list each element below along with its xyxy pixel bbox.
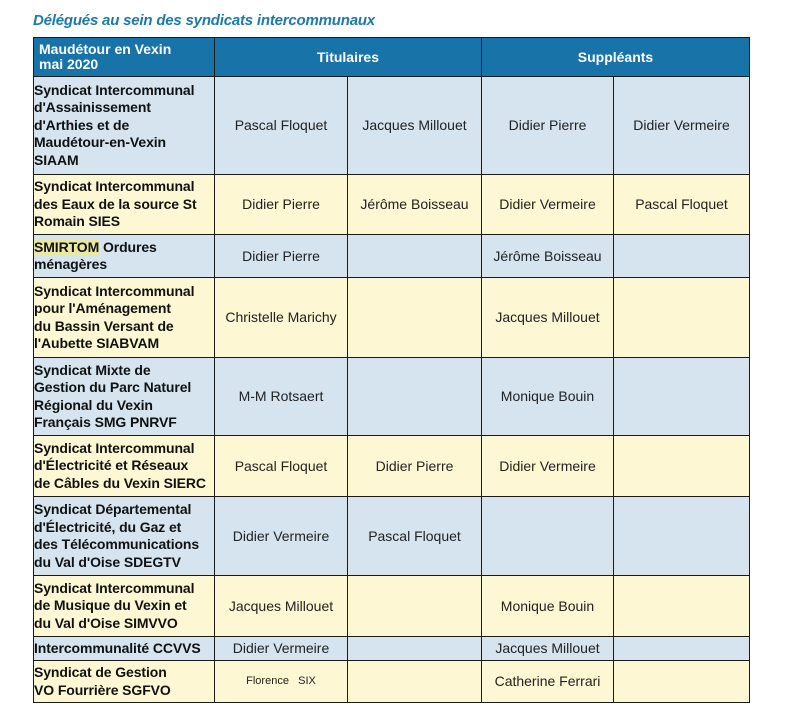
syndicate-name — [34, 576, 215, 637]
syndicate-name-line: Gestion du Parc Naturel — [34, 379, 192, 395]
syndicate-name-line: Syndicat Intercommunal — [34, 282, 195, 299]
syndicate-name-line: ménagères — [34, 256, 108, 272]
titulaire-2 — [348, 576, 482, 637]
syndicate-name-line: de Musique du Vexin et — [34, 597, 187, 614]
titulaire-2 — [348, 358, 482, 436]
suppleant-1: Monique Bouin — [482, 576, 614, 637]
syndicate-name-line: SIAAM — [34, 151, 79, 168]
titulaire-1: Didier Pierre — [215, 235, 348, 278]
suppleant-1: Catherine Ferrari — [482, 661, 614, 703]
syndicate-name — [34, 278, 215, 358]
syndicate-name-line: de Câbles du Vexin SIERC — [34, 474, 206, 491]
syndicate-name-line: Syndicat Intercommunal — [34, 579, 195, 596]
syndicate-name — [34, 77, 215, 175]
syndicate-name-line: pour l'Aménagement — [34, 300, 171, 316]
syndicate-name-line: Syndicat Intercommunal — [34, 81, 195, 98]
syndicate-name-line: d'Électricité, du Gaz et — [34, 518, 182, 535]
table-row — [34, 497, 750, 576]
table-row — [34, 235, 750, 278]
syndicate-name — [34, 637, 215, 661]
suppleant-2 — [614, 358, 750, 436]
table-row — [34, 77, 750, 175]
titulaire-1: Pascal Floquet — [215, 77, 348, 175]
table-row — [34, 436, 750, 497]
titulaire-2: Pascal Floquet — [348, 497, 482, 576]
syndicate-name-line: Intercommunalité CCVVS — [34, 639, 201, 656]
suppleant-1: Jacques Millouet — [482, 637, 614, 661]
suppleant-1: Monique Bouin — [482, 358, 614, 436]
syndicate-name-line: d'Arthies et de — [34, 116, 130, 133]
titulaire-2 — [348, 235, 482, 278]
syndicate-name-line: Ordures — [99, 238, 157, 255]
titulaire-1: Florence SIX — [215, 661, 348, 703]
titulaire-2 — [348, 661, 482, 703]
syndicate-name-line: Syndicat Intercommunal — [34, 439, 195, 456]
titulaire-2: Didier Pierre — [348, 436, 482, 497]
syndicate-name-line: Romain SIES — [34, 213, 121, 230]
syndicate-name-line: Français SMG PNRVF — [34, 414, 177, 430]
suppleant-1: Didier Vermeire — [482, 175, 614, 235]
suppleant-2 — [614, 576, 750, 637]
page-title: Délégués au sein des syndicats intercommunaux — [33, 12, 375, 29]
suppleant-1: Jérôme Boisseau — [482, 235, 614, 278]
suppleant-2 — [614, 436, 750, 497]
syndicate-name-line: Maudétour-en-Vexin — [34, 134, 166, 151]
header-corner-line1: Maudétour en Vexin — [39, 41, 172, 57]
suppleant-1: Jacques Millouet — [482, 278, 614, 358]
suppleant-1 — [482, 497, 614, 576]
syndicate-name-line: d'Assainissement — [34, 99, 151, 116]
titulaire-2 — [348, 278, 482, 358]
table-row — [34, 661, 750, 703]
syndicate-name-line: Régional du Vexin — [34, 396, 153, 413]
suppleant-2 — [614, 235, 750, 278]
table-row — [34, 175, 750, 235]
suppleant-1: Didier Vermeire — [482, 436, 614, 497]
smirtom-highlight: SMIRTOM — [34, 238, 100, 255]
titulaire-1: Didier Pierre — [215, 175, 348, 235]
syndicate-name-line: du Bassin Versant de — [34, 317, 174, 334]
syndicate-name — [34, 661, 215, 703]
suppleant-2 — [614, 497, 750, 576]
suppleant-1: Didier Pierre — [482, 77, 614, 175]
syndicate-name-line: Syndicat Mixte de — [34, 361, 151, 378]
suppleant-2 — [614, 637, 750, 661]
titulaire-1: Jacques Millouet — [215, 576, 348, 637]
syndicate-name-line: Syndicat de Gestion — [34, 664, 167, 680]
header-suppleants: Suppléants — [482, 38, 750, 77]
titulaire-1: M-M Rotsaert — [215, 358, 348, 436]
header-corner — [34, 38, 215, 77]
syndicate-name-line: VO Fourrière SGFVO — [34, 681, 171, 698]
syndicate-name — [34, 358, 215, 436]
syndicate-name — [34, 175, 215, 235]
syndicate-name — [34, 235, 215, 278]
suppleant-2: Pascal Floquet — [614, 175, 750, 235]
syndicate-name-line: du Val d'Oise SDEGTV — [34, 553, 181, 570]
titulaire-2 — [348, 637, 482, 661]
titulaire-2: Jérôme Boisseau — [348, 175, 482, 235]
syndicate-name-line: des Télécommunications — [34, 536, 200, 552]
titulaire-1: Didier Vermeire — [215, 637, 348, 661]
syndicate-name-line: des Eaux de la source St — [34, 195, 197, 212]
syndicate-name — [34, 497, 215, 576]
suppleant-2 — [614, 278, 750, 358]
suppleant-2 — [614, 661, 750, 703]
syndicate-name-line: du Val d'Oise SIMVVO — [34, 614, 178, 631]
table-header-row — [34, 38, 750, 77]
titulaire-1: Pascal Floquet — [215, 436, 348, 497]
table-row — [34, 576, 750, 637]
table-row — [34, 278, 750, 358]
header-corner-line2: mai 2020 — [39, 56, 99, 72]
table-row — [34, 358, 750, 436]
syndicate-name-line: Syndicat Intercommunal — [34, 178, 195, 195]
titulaire-1: Didier Vermeire — [215, 497, 348, 576]
delegates-table — [33, 37, 750, 703]
syndicate-name-line: l'Aubette SIABVAM — [34, 335, 160, 351]
syndicate-name — [34, 436, 215, 497]
titulaire-2: Jacques Millouet — [348, 77, 482, 175]
suppleant-2: Didier Vermeire — [614, 77, 750, 175]
header-titulaires: Titulaires — [215, 38, 482, 77]
table-row — [34, 637, 750, 661]
titulaire-1: Christelle Marichy — [215, 278, 348, 358]
syndicate-name-line: d'Électricité et Réseaux — [34, 457, 189, 474]
syndicate-name-line: Syndicat Départemental — [34, 501, 192, 517]
